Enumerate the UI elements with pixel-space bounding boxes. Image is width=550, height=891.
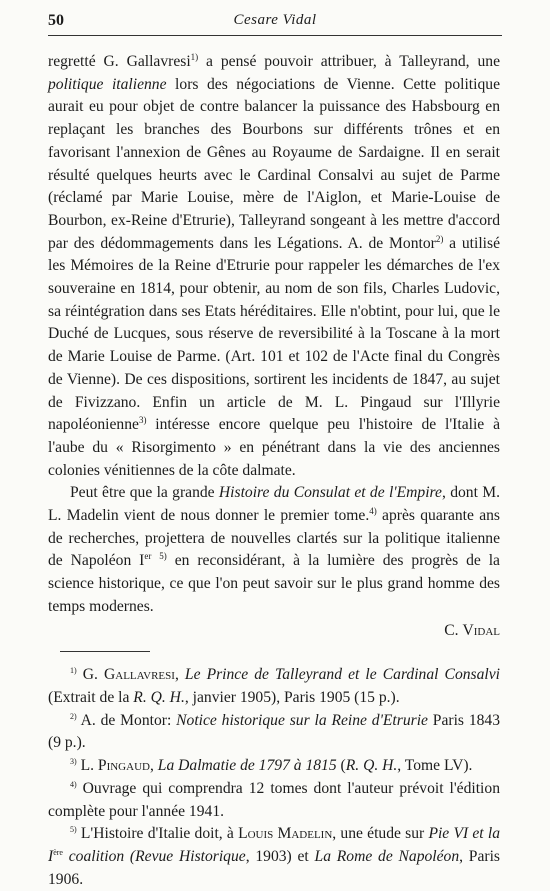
footnote-4: $^{4)}$ Ouvrage qui comprendra 12 tomes dont l'auteur prévoit l'édition complète pour l'année 1941.: [48, 779, 500, 820]
footnote-rule: [60, 651, 150, 652]
footnote-1: $^{1)}$ G. Gallavresi, Le Prince de Talleyrand et le Cardinal Consalvi (Extrait de la R. Q. H., janvier 1905), Paris 1905 (15 p.).: [48, 666, 501, 706]
author-signature: C. Vidal: [444, 621, 500, 639]
footnote-ref-1: 1): [190, 51, 199, 62]
page-number: 50: [48, 12, 64, 29]
footnote-ref-2: 2): [435, 233, 444, 244]
footnote-ref-3: 3): [138, 415, 147, 426]
footnote-ref-5: 5): [159, 551, 167, 562]
footnote-ref-4: 4): [369, 505, 377, 516]
paragraph-2: Peut être que la grande Histoire du Consulat et de l'Empire, dont M. L. Madelin vient de nous donner le premier tome.$^{4)}$ après quarante ans de recherches, projettera de nouvelles clartés sur la politique italienne de Napoléon Ier $^{5)}$ en reconsidérant, à la lumière des progrès de la science historique, ce que l'on peut savoir sur le plus grand homme des temps modernes.: [48, 484, 501, 615]
paragraph-1: regretté G. Gallavresi$^{1)}$ a pensé pouvoir attribuer, à Talleyrand, une politique italienne lors des négociations de Vienne. Cette politique aurait eu pour objet de contre balancer la puissance des Habsbourg en replaçant les branches des Bourbons sur différents trônes et en favorisant l'annexion de Gênes au Royaume de Sardaigne. Il en serait résulté quelques heurts avec le Cardinal Consalvi au sujet de Parme (réclamé par Marie Louise, mère de l'Aiglon, et Marie-Louise de Bourbon, ex-Reine d'Etrurie), Talleyrand songeant à les mettre d'accord par des dédommagements dans les Légations. A. de Montor$^{2)}$ a utilisé les Mémoires de la Reine d'Etrurie pour rappeler les démarches de l'ex souveraine en 1814, pour obtenir, au nom de son fils, Charles Ludovic, sa réintégration dans ses Etats héréditaires. Elle n'obtint, pour lui, que le Duché de Lucques, sous réserve de reversibilité à la Toscane à la mort de Marie Louise de Parme. (Art. 101 et 102 de l'Acte final du Congrès de Vienne). De ces dispositions, sortirent les incidents de 1847, au sujet de Fivizzano. Enfin un article de M. L. Pingaud sur l'Illyrie napoléonienne$^{3)}$ intéresse encore quelque peu l'histoire de l'Italie à l'aube du « Risorgimento » en pénétrant dans la vie des anciennes colonies vénitiennes de la côte dalmate.: [48, 51, 500, 479]
running-title: Cesare Vidal: [233, 12, 317, 28]
footnote-3: $^{3)}$ L. Pingaud, La Dalmatie de 1797 à 1815 (R. Q. H., Tome LV).: [70, 756, 473, 775]
header-rule: [48, 35, 502, 36]
main-text: [48, 51, 500, 891]
footnote-2: $^{2)}$ A. de Montor: Notice historique sur la Reine d'Etrurie Paris 1843 (9 p.).: [48, 711, 501, 752]
footnote-5: $^{5)}$ L'Histoire d'Italie doit, à Louis Madelin, une étude sur Pie VI et la Ière coalition (Revue Historique, 1903) et La Rome de Napoléon, Paris 1906.: [48, 825, 500, 888]
